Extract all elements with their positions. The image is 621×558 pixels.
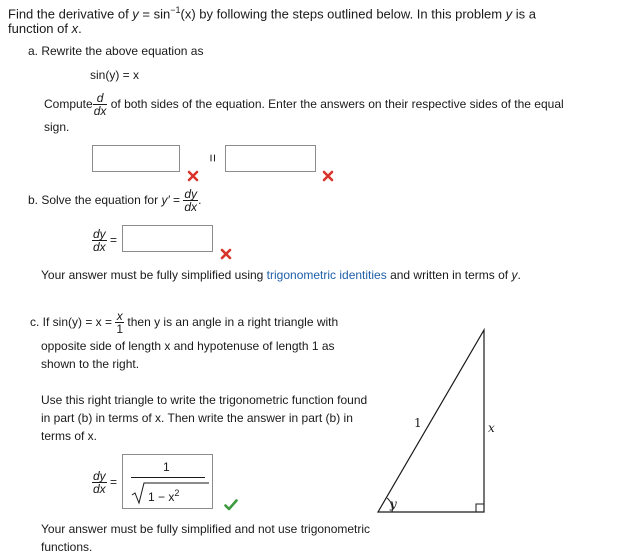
part-c-para2-line3: terms of x.: [41, 429, 98, 443]
part-a-label: a. Rewrite the above equation as: [28, 44, 204, 58]
part-b-lhs: $\frac{dy}{dx}$ =: [93, 227, 118, 255]
triangle-outline: [378, 330, 484, 512]
part-c-note-line1: Your answer must be fully simplified and not use trigonometric: [41, 522, 371, 536]
part-c-line3: shown to the right.: [41, 357, 140, 371]
answer-numerator: 1: [163, 460, 170, 474]
right-angle-marker: [476, 504, 484, 512]
part-a-equals-sign: =: [205, 153, 222, 163]
d-dx-fraction: $\frac{d}{dx}$: [93, 91, 107, 119]
part-c-lhs: $\frac{dy}{dx}$ =: [93, 469, 118, 497]
answer-denominator: $1 - x^2$: [148, 488, 180, 504]
part-c-line2: opposite side of length x and hypotenuse of length 1 as: [41, 339, 335, 353]
fraction-bar: [131, 477, 205, 478]
incorrect-x-icon: [322, 170, 334, 182]
angle-label: y: [390, 497, 397, 511]
hypotenuse-label: 1: [414, 416, 422, 430]
part-a-equation: sin(y) = x: [90, 68, 140, 82]
part-c-note-line2: functions.: [41, 540, 93, 554]
part-c-para2-line2: in part (b) in terms of x. Then write the answer in part (b) in: [41, 411, 353, 425]
part-b-label: b. Solve the equation for y′ = $\frac{dy}{dx}$ .: [28, 187, 202, 215]
trig-identities-link[interactable]: trigonometric identities: [266, 268, 387, 282]
dy-dx-answer-part-c[interactable]: [122, 454, 213, 509]
part-a-compute-line2: sign.: [44, 120, 70, 134]
incorrect-x-icon: [220, 248, 232, 260]
opposite-side-label: x: [488, 421, 495, 435]
left-side-input[interactable]: [92, 145, 180, 172]
right-triangle-diagram: [372, 320, 507, 520]
dy-dx-input-part-b[interactable]: [122, 225, 213, 252]
incorrect-x-icon: [187, 170, 199, 182]
correct-check-icon: [224, 499, 238, 511]
problem-statement: Find the derivative of $y = \sin^{-1}(x)$ by following the steps outlined below. In this problem y is a function of x.: [8, 5, 537, 37]
part-b-note: Your answer must be fully simplified using trigonometric identities and written in terms of y.: [41, 268, 521, 282]
part-a-compute-text: Compute $\frac{d}{dx}$ of both sides of the equation. Enter the answers on their respective sides of the equal: [44, 91, 564, 119]
part-c-para2-line1: Use this right triangle to write the trigonometric function found: [41, 393, 368, 407]
right-side-input[interactable]: [225, 145, 316, 172]
part-c-line1: c. If sin(y) = x = $\frac{x}{1}$ then y is an angle in a right triangle with: [30, 309, 339, 337]
